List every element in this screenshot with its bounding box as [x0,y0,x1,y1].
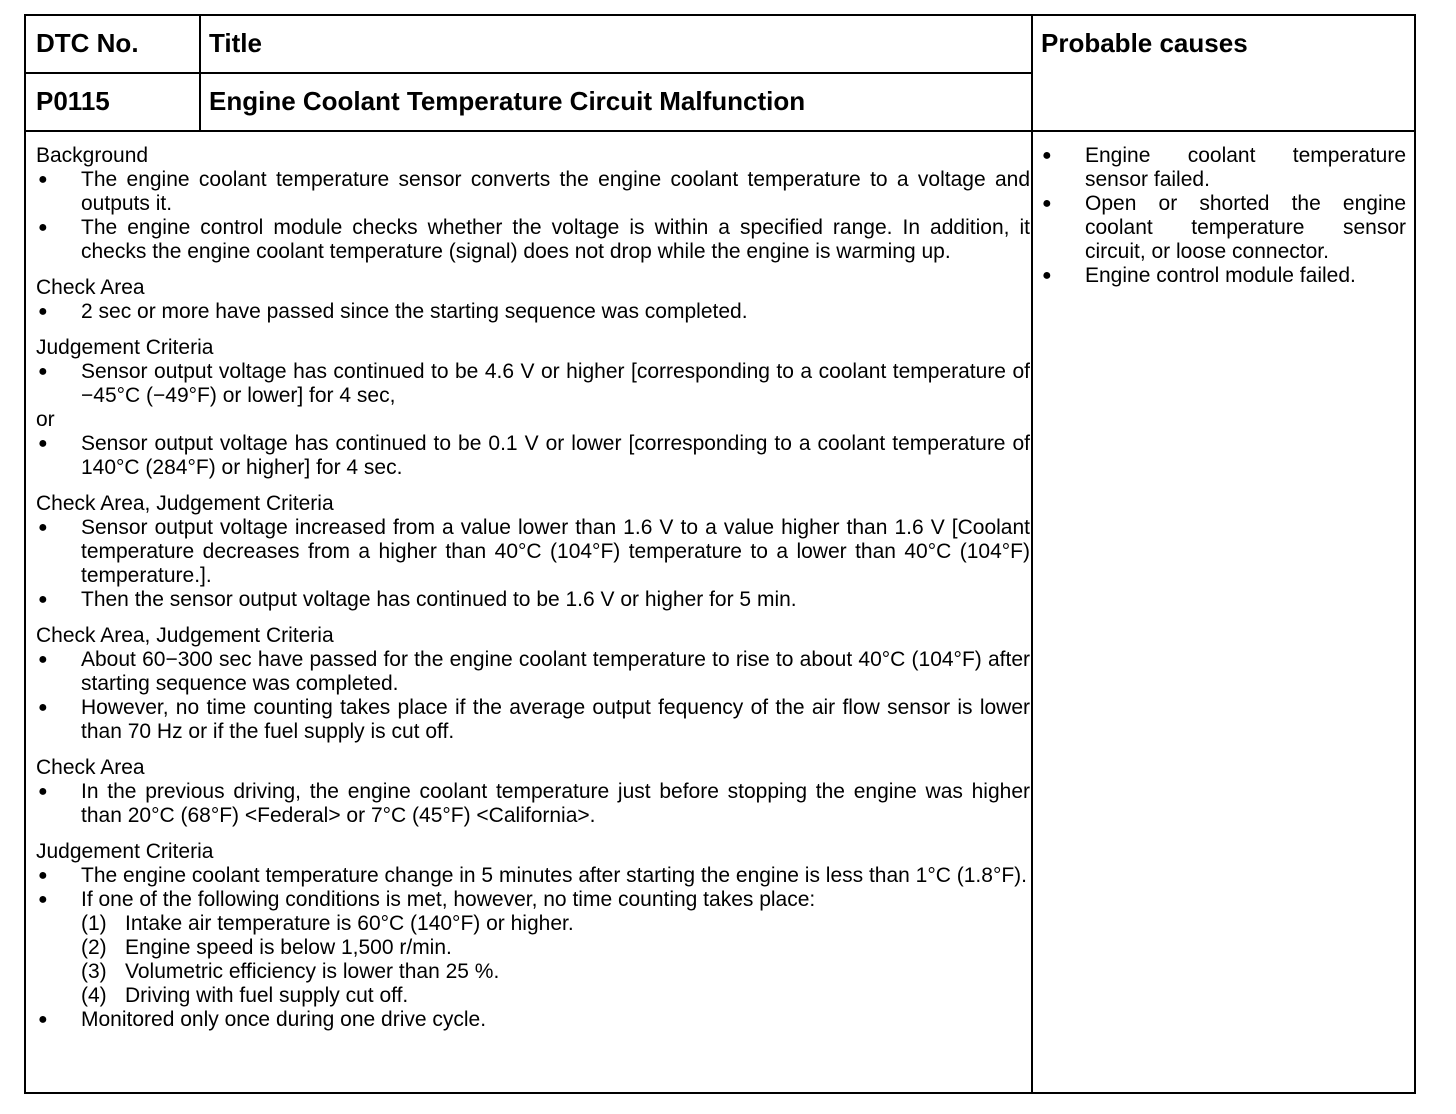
bullet-icon: ● [38,1011,48,1028]
list-item: ● Then the sensor output voltage has continued to be 1.6 V or higher for 5 min. [38,588,797,611]
bullet-icon: ● [38,867,48,884]
section-check-area [36,276,1030,324]
bullet-icon: ● [38,891,48,908]
list-item: ● Sensor output voltage has continued to be 0.1 V or lower [corresponding to a coolant temperature of 140°C (284°F) or higher] for 4 sec. [38,432,1030,479]
col-divider-2 [1031,16,1033,1092]
bullet-icon: ● [38,783,48,800]
bullet-icon: ● [38,303,48,320]
list-item: ● About 60−300 sec have passed for the engine coolant temperature to rise to about 40°C (104°F) after starting sequence was completed. [38,648,1030,695]
condition-item: (2) Engine speed is below 1,500 r/min. [81,936,452,959]
list-item: ● If one of the following conditions is met, however, no time counting takes place: [38,888,816,911]
list-item: ● Sensor output voltage has continued to be 4.6 V or higher [corresponding to a coolant temperature of −45°C (−49°F) or lower] for 4 sec, [38,360,1030,407]
section-background [36,144,1030,264]
list-item: ● However, no time counting takes place if the average output fequency of the air flow sensor is lower than 70 Hz or if the fuel supply is cut off. [38,696,1030,743]
section-heading: Check Area, Judgement Criteria [36,624,334,647]
list-item: ● Sensor output voltage increased from a value lower than 1.6 V to a value higher than 1.6 V [Coolant temperature decreases from a higher than 40°C (104°F) temperature to a lower than 40°C (104°F) temperature.]. [38,516,1030,587]
bullet-icon: ● [38,591,48,608]
header-probable-causes: Probable causes [1041,28,1248,58]
list-item: ● The engine coolant temperature change in 5 minutes after starting the engine is less than 1°C (1.8°F). [38,864,1027,887]
list-item: ● In the previous driving, the engine coolant temperature just before stopping the engine was higher than 20°C (68°F) <Federal> or 7°C (45°F) <California>. [38,780,1030,827]
dtc-table [24,14,1416,1094]
header-dtc-no: DTC No. [36,28,139,58]
list-item: ● The engine coolant temperature sensor converts the engine coolant temperature to a voltage and outputs it. [38,168,1030,215]
bullet-icon: ● [38,519,48,536]
section-heading: Judgement Criteria [36,336,214,359]
condition-item: (3) Volumetric efficiency is lower than 25 %. [81,960,500,983]
bullet-icon: ● [38,363,48,380]
dtc-code: P0115 [36,86,110,116]
list-item: ● 2 sec or more have passed since the starting sequence was completed. [38,300,748,323]
header-title: Title [209,28,262,58]
section-heading: Check Area [36,276,145,299]
probable-causes-column [1040,144,1406,288]
bullet-icon: ● [38,219,48,236]
section-check-area-2 [36,756,1030,828]
section-heading: Background [36,144,149,167]
condition-item: (1) Intake air temperature is 60°C (140°F) or higher. [81,912,574,935]
bullet-icon: ● [38,171,48,188]
dtc-title: Engine Coolant Temperature Circuit Malfunction [209,86,806,116]
cause-item: ● Open or shorted the engine coolant temperature sensor circuit, or loose connector. [1042,192,1406,263]
section-heading: Check Area [36,756,145,779]
description-column [36,144,1030,1044]
bullet-icon: ● [1042,195,1052,212]
list-item: ● The engine control module checks whether the voltage is within a specified range. In addition, it checks the engine coolant temperature (signal) does not drop while the engine is warming up. [38,216,1030,263]
section-heading: Judgement Criteria [36,840,214,863]
bullet-icon: ● [1042,267,1052,284]
row-divider-2 [26,130,1414,132]
bullet-icon: ● [38,435,48,452]
cause-item: ● Engine coolant temperature sensor failed. [1042,144,1406,191]
section-heading: Check Area, Judgement Criteria [36,492,334,515]
section-judgement-criteria-2 [36,840,1030,1032]
bullet-icon: ● [1042,147,1052,164]
section-judgement-criteria [36,336,1030,480]
list-item: ● Monitored only once during one drive cycle. [38,1008,487,1031]
bullet-icon: ● [38,651,48,668]
section-check-area-judgement-2 [36,624,1030,744]
bullet-icon: ● [38,699,48,716]
row-divider-1 [26,72,1031,74]
or-separator: or [36,408,55,431]
section-check-area-judgement-1 [36,492,1030,612]
cause-item: ● Engine control module failed. [1042,264,1356,287]
condition-item: (4) Driving with fuel supply cut off. [81,984,409,1007]
